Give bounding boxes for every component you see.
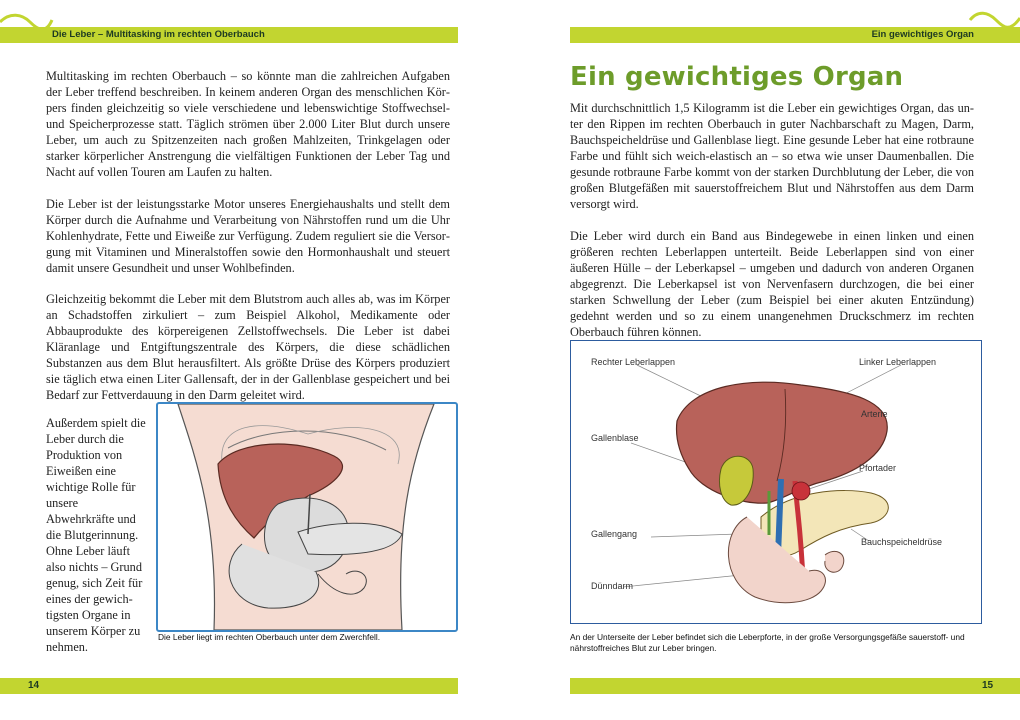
label-portal-vein: Pfortader [859, 463, 897, 473]
left-paragraph-4: Außerdem spielt die Leber durch die Produktion von Eiweißen eine wichtige Rolle für unsere Abwehrkräfte und die Blutgerinnung. Ohne Leber läuft also nichts – Grund genug, sich Zeit für eines der gewichtigsten Organe in unserem Körper zu nehmen. [46, 416, 146, 654]
liver-anatomy-diagram [570, 340, 982, 624]
right-figure-caption: An der Unterseite der Leber befindet sich die Leberpforte, in der große Versorgungsgefäße sauerstoff- und nährstoffreiches Blut zur Leber bringen. [570, 632, 965, 653]
label-gallbladder: Gallenblase [591, 433, 639, 443]
left-paragraph-3: Gleichzeitig bekommt die Leber mit dem Blutstrom auch alles ab, was im Körper an Schadstoffen zirkuliert – zum Beispiel Alkohol, Medikamente oder Abbauprodukte des körpereigenen Zellstoffwechsels. Die Leber ist dabei Kläranlage und Entgiftungszentrale des Körpers, die diese schädlichen Substanzen aus dem Blut herausfiltert. Als größte Drüse des Körpers produziert sie täglich etwa einen Liter Gallensaft, der in der Gallenblase gespeichert und bei Bedarf zur Fettverdauung in den Darm geleitet wird. [46, 292, 450, 402]
left-figure-caption: Die Leber liegt im rechten Oberbauch unter dem Zwerchfell. [158, 632, 381, 642]
label-bile-duct: Gallengang [591, 529, 638, 539]
label-left-lobe: Linker Leberlappen [859, 357, 937, 367]
label-small-intestine: Dünndarm [591, 581, 634, 591]
label-pancreas: Bauchspeicheldrüse [861, 537, 943, 547]
page-title: Ein gewichtiges Organ [570, 62, 904, 92]
label-right-lobe: Rechter Leberlappen [591, 357, 676, 367]
liver-location-figure [156, 402, 458, 632]
page-number-right: 15 [982, 680, 994, 691]
right-paragraph-1: Mit durchschnittlich 1,5 Kilogramm ist die Leber ein gewichtiges Organ, das unter den Rippen im rechten Oberbauch in guter Nachbarschaft zu Magen, Darm, Bauchspeicheldrüse und Gallenblase liegt. Eine gesunde Leber hat eine rotbraune Farbe und fühlt sich weich-elastisch an – so etwa wie unser Daumenballen. Die gesunde rotbraune Farbe kommt von der starken Durchblutung der Leber, die von großen Blutgefäßen mit sauerstoffreichem Blut und Nährstoffen aus dem Darm versorgt wird. [570, 101, 974, 211]
label-artery: Arterie [861, 409, 888, 419]
left-paragraph-1: Multitasking im rechten Oberbauch – so könnte man die zahlreichen Aufgaben der Leber treffend beschreiben. In keinem anderen Organ des menschlichen Körpers finden gleichzeitig so viele verschiedene und lebenswichtige Stoffwechsel- und Speicherprozesse statt. Täglich strömen über 2.000 Liter Blut durch unsere Leber, um auch zu Spitzenzeiten nach großen Mahlzeiten, Trinkgelagen oder starker körperlicher Anstrengung die vielfältigen Funktionen der Leber Tag und Nacht auf vollen Touren am Laufen zu halten. [46, 69, 450, 179]
footer-bar-right [570, 678, 1020, 694]
right-paragraph-2: Die Leber wird durch ein Band aus Bindegewebe in einen linken und einen größeren rechten Leberlappen unterteilt. Beide Leberlappen sind von einer äußeren Hülle – der Leberkapsel – umgeben und dadurch von anderen Organen abgegrenzt. Die Leberkapsel ist von Nervenfasern durchzogen, die bei einer starken Schwellung der Leber (zum Beispiel bei einer akuten Entzündung) gedehnt werden und so zu einem unangenehmen Druckschmerz im rechten Oberbauch führen können. [570, 229, 974, 339]
running-header-left: Die Leber – Multitasking im rechten Oberbauch [0, 27, 458, 43]
left-paragraph-2: Die Leber ist der leistungsstarke Motor unseres Energiehaushalts und stellt dem Körper durch die Aufnahme und Verarbeitung von Nährstoffen rund um die Uhr Kohlenhydrate, Fette und Eiweiße zur Verfügung. Zudem reguliert sie die Versorgung mit Vitaminen und Mineralstoffen sowie den Hormonhaushalt und steuert damit unsere Gesundheit und unser Wohlbefinden. [46, 197, 450, 275]
torso-illustration [158, 404, 456, 630]
footer-bar-left [0, 678, 458, 694]
page-number-left: 14 [28, 680, 40, 691]
running-header-right: Ein gewichtiges Organ [570, 27, 1020, 43]
